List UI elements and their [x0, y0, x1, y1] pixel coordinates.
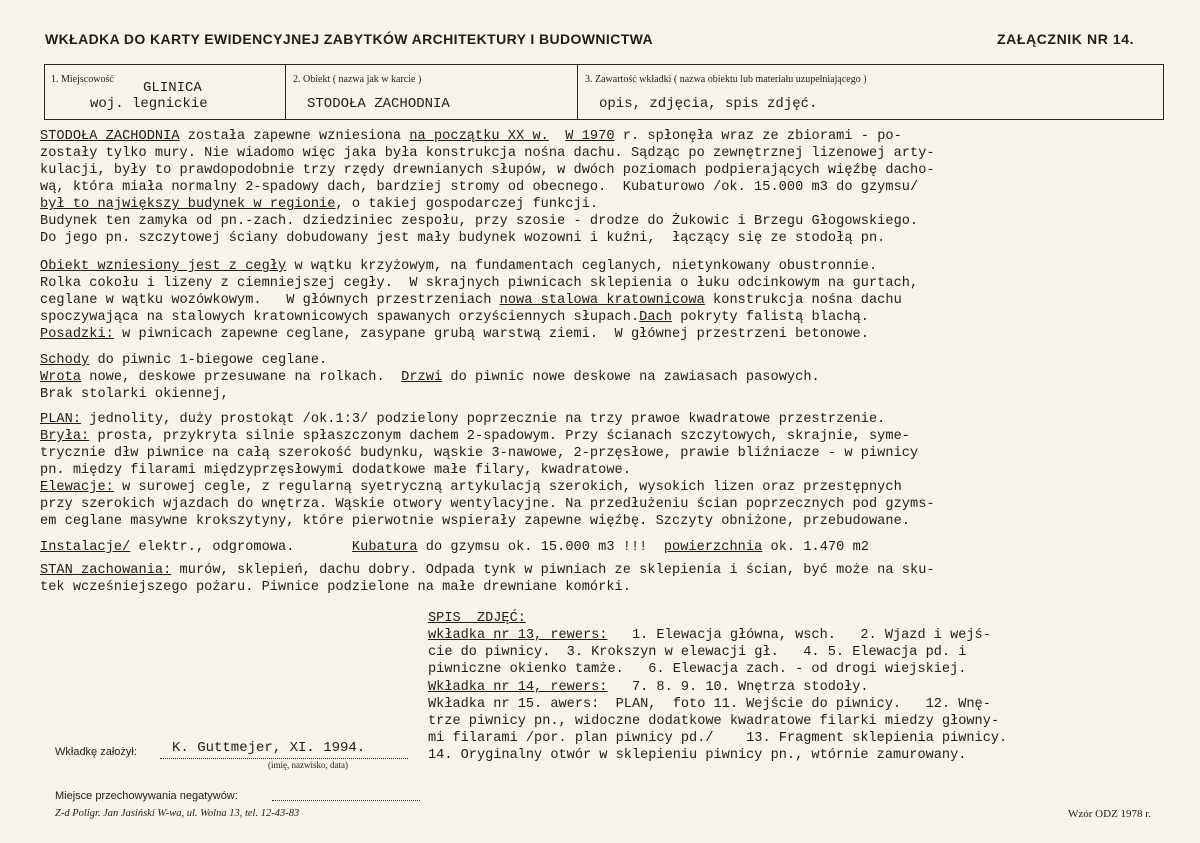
text-line: trycznie dłw piwnice na całą szerokość budynku, wąskie 3-nawowe, 2-przęsłowe, prawie bliźniacze - w piwnicy	[40, 446, 919, 461]
photo-list-line: Wkładka nr 15. awers: PLAN, foto 11. Wejście do piwnicy. 12. Wnę-	[428, 697, 991, 712]
text-line: wą, która miała normalny 2-spadowy dach, bardziej stromy od obecnego. Kubaturowo /ok. 15.000 m3 do gzymsu/	[40, 180, 919, 195]
year-underlined: W 1970	[565, 129, 615, 144]
creator-line	[160, 742, 408, 759]
form-header-table	[44, 64, 1164, 120]
creator-label: Wkładkę założył:	[55, 746, 137, 758]
photo-list-line: mi filarami /por. plan piwnicy pd./ 13. Fragment sklepienia piwnicy.	[428, 731, 1008, 746]
photo-list-line: trze piwnicy pn., widoczne dodatkowe kwadratowe filarki miedzy głowny-	[428, 714, 1000, 729]
form-code: Wzór ODZ 1978 r.	[1068, 808, 1152, 820]
photo-list-line: wkładka nr 13, rewers: 1. Elewacja główna, wsch. 2. Wjazd i wejś-	[428, 628, 991, 643]
locality-label: 1. Miejscowość	[51, 74, 114, 85]
text-line: Rolka cokołu i lizeny z ciemniejszej cegły. W skrajnych piwnicach sklepienia o łuku odcinkowym na gurtach,	[40, 276, 919, 291]
object-label: 2. Obiekt ( nazwa jak w karcie )	[293, 74, 422, 85]
text-line: przy szerokich wjazdach do wnętrza. Wąskie otwory wentylacyjne. Na przedłużeniu ścian poprzecznych pod gzyms-	[40, 497, 935, 512]
object-name-underlined: STODOŁA ZACHODNIA	[40, 129, 180, 144]
text-line: STODOŁA ZACHODNIA została zapewne wzniesiona na początku XX w. W 1970 r. spłonęła wraz ze zbiorami - po-	[40, 129, 902, 144]
text-line: Bryła: prosta, przykryta silnie spłaszczonym dachem 2-spadowym. Przy ścianach szczytowych, skrajnie, syme-	[40, 429, 911, 444]
creator-hint: (imię, nazwisko, data)	[268, 760, 348, 770]
text-line: Budynek ten zamyka od pn.-zach. dziedziniec zespołu, przy szosie - drodze do Żukowic i Brzegu Głogowskiego.	[40, 214, 919, 229]
card-title: WKŁADKA DO KARTY EWIDENCYJNEJ ZABYTKÓW ARCHITEKTURY I BUDOWNICTWA	[45, 31, 654, 47]
negatives-label: Miejsce przechowywania negatywów:	[55, 790, 238, 802]
photo-list-line: 14. Oryginalny otwór w sklepieniu piwnicy pn., wtórnie zamurowany.	[428, 748, 967, 763]
contents-cell	[577, 65, 1163, 119]
locality-value: GLINICA	[143, 80, 202, 96]
photo-list-line: Wkładka nr 14, rewers: 7. 8. 9. 10. Wnętrza stodoły.	[428, 680, 869, 695]
text-line: kulacji, były to prawdopodobnie trzy rzędy drewnianych słupów, w dwóch poziomach podpierających więźbę dacho-	[40, 163, 935, 178]
text-line: STAN zachowania: murów, sklepień, dachu dobry. Odpada tynk w piwniach ze sklepienia i ścian, być może na sku-	[40, 563, 935, 578]
text-line: był to największy budynek w regionie, o takiej gospodarczej funkcji.	[40, 197, 599, 212]
date-underlined: na początku XX w.	[409, 129, 549, 144]
negatives-line	[272, 800, 420, 801]
photo-list-line: piwniczne okienko tamże. 6. Elewacja zach. - od drogi wiejskiej.	[428, 662, 967, 677]
text-line: tek wcześniejszego pożaru. Piwnice podzielone na małe drewniane komórki.	[40, 580, 631, 595]
text-line: Obiekt wzniesiony jest z cegły w wątku krzyżowym, na fundamentach ceglanych, nietynkowany obustronnie.	[40, 259, 878, 274]
object-value: STODOŁA ZACHODNIA	[307, 96, 450, 112]
photo-list-line: cie do piwnicy. 3. Krokszyn w elewacji gł. 4. 5. Elewacja pd. i	[428, 645, 967, 660]
text-line: ceglane w wątku wozówkowym. W głównych przestrzeniach nowa stalowa kratownicowa konstrukcja nośna dachu	[40, 293, 902, 308]
text-line: Elewacje: w surowej cegle, z regularną syetryczną artykulacją szerokich, wysokich lizen oraz przestępnych	[40, 480, 902, 495]
text-line: Posadzki: w piwnicach zapewne ceglane, zasypane grubą warstwą ziemi. W głównej przestrzeni betonowe.	[40, 327, 869, 342]
contents-label: 3. Zawartość wkładki ( nazwa obiektu lub materiału uzupełniającego )	[585, 74, 867, 85]
contents-value: opis, zdjęcia, spis zdjęć.	[599, 96, 818, 112]
locality-cell	[45, 65, 286, 119]
text-line: Schody do piwnic 1-biegowe ceglane.	[40, 353, 328, 368]
printer-info: Z-d Poligr. Jan Jasiński W-wa, ul. Wolna 13, tel. 12-43-83	[55, 808, 300, 819]
text-line: Brak stolarki okiennej,	[40, 387, 229, 402]
text-line: Do jego pn. szczytowej ściany dobudowany jest mały budynek wozowni i kuźni, łączący się ze stodołą pn.	[40, 231, 886, 246]
creator-value: K. Guttmejer, XI. 1994.	[172, 740, 366, 756]
text-line: PLAN: jednolity, duży prostokąt /ok.1:3/ podzielony poprzecznie na trzy prawoe kwadratowe przestrzenie.	[40, 412, 886, 427]
text-line: zostały tylko mury. Nie wiadomo więc jaka była konstrukcja nośna dachu. Sądząc po zewnętrznej lizenowej arty-	[40, 146, 935, 161]
province-value: woj. legnickie	[90, 96, 208, 112]
text-line: spoczywająca na stalowych kratownicowych spawanych orzyściennych słupach.Dach pokryty falistą blachą.	[40, 310, 869, 325]
text-line: pn. między filarami międzyprzęsłowymi dodatkowe małe filary, kwadratowe.	[40, 463, 631, 478]
text-line: Instalacje/ elektr., odgromowa. Kubatura do gzymsu ok. 15.000 m3 !!! powierzchnia ok. 1.470 m2	[40, 540, 870, 555]
annex-number: ZAŁĄCZNIK NR 14.	[997, 31, 1135, 47]
text-line: em ceglane masywne krokszytyny, które pierwotnie wspierały zapewne więźbę. Szczyty obniżone, przebudowane.	[40, 514, 911, 529]
text-line: Wrota nowe, deskowe przesuwane na rolkach. Drzwi do piwnic nowe deskowe na zawiasach pasowych.	[40, 370, 820, 385]
photo-list-title: SPIS ZDJĘĆ:	[428, 611, 526, 626]
object-cell	[285, 65, 578, 119]
